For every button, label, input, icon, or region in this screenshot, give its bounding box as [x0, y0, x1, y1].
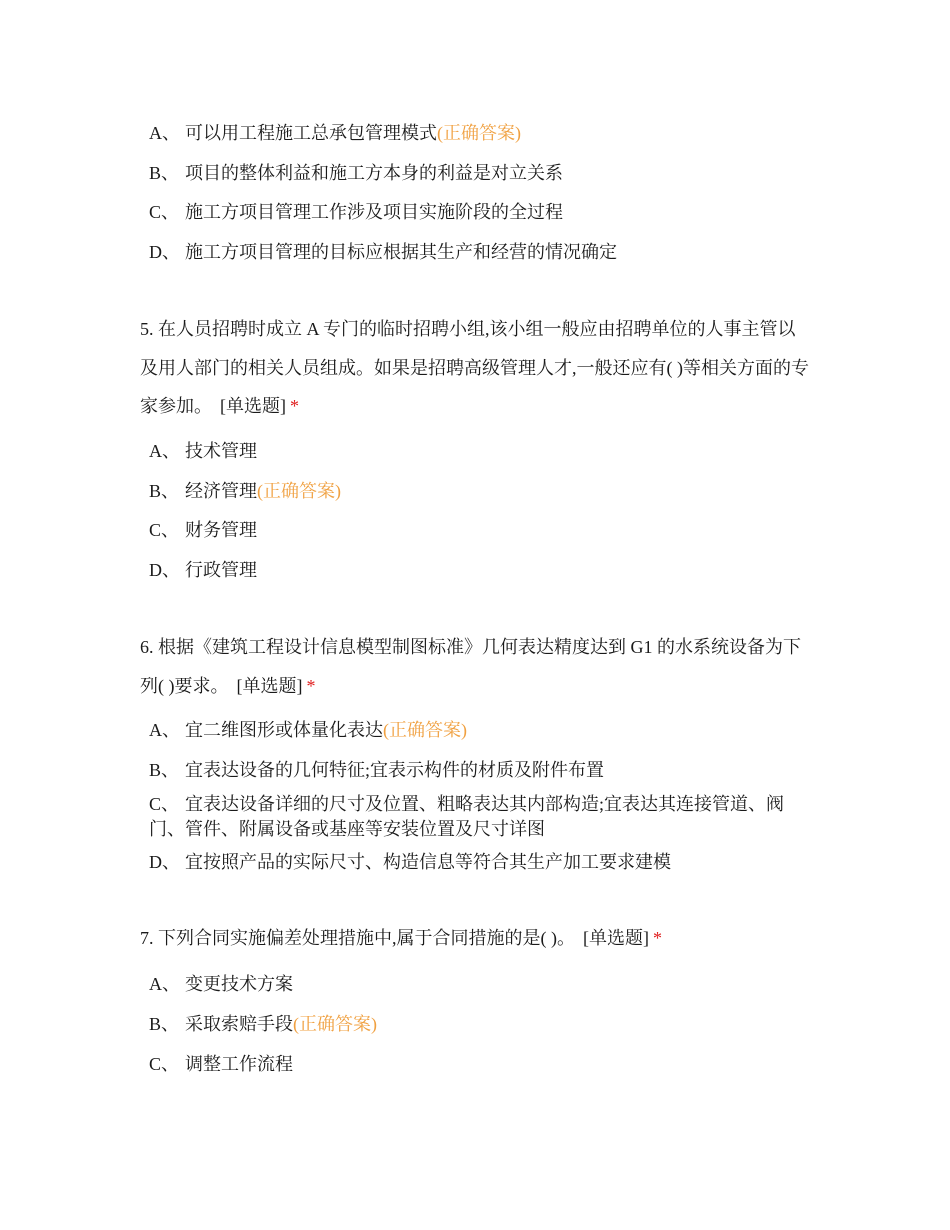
question-text: 5. 在人员招聘时成立 A 专门的临时招聘小组,该小组一般应由招聘单位的人事主管以及用人部门的相关人员组成。如果是招聘高级管理人才,一般还应有( )等相关方面的专家参加。 — [140, 319, 809, 416]
option-letter: D、 — [149, 242, 180, 262]
option-text: 宜表达设备详细的尺寸及位置、粗略表达其内部构造;宜表达其连接管道、阀门、管件、附属设备或基座等安装位置及尺寸详图 — [149, 794, 784, 839]
option-text: 经济管理 — [185, 481, 257, 501]
option-letter: B、 — [149, 760, 180, 780]
option-letter: B、 — [149, 1014, 180, 1034]
option-text: 宜二维图形或体量化表达 — [185, 720, 383, 740]
q7-option-c[interactable] — [149, 1051, 829, 1077]
option-text: 施工方项目管理工作涉及项目实施阶段的全过程 — [185, 202, 563, 222]
option-text: 宜表达设备的几何特征;宜表示构件的材质及附件布置 — [185, 760, 604, 780]
option-letter: C、 — [149, 520, 180, 540]
q6-option-d[interactable] — [149, 849, 829, 875]
question-type: [单选题] — [583, 928, 649, 948]
option-text: 技术管理 — [185, 441, 257, 461]
option-text: 项目的整体利益和施工方本身的利益是对立关系 — [185, 163, 563, 183]
q6-option-c[interactable] — [149, 792, 799, 842]
question-text: 6. 根据《建筑工程设计信息模型制图标准》几何表达精度达到 G1 的水系统设备为下列( )要求。 — [140, 637, 801, 696]
q4-option-a[interactable] — [149, 120, 829, 146]
option-letter: C、 — [149, 202, 180, 222]
q5-option-d[interactable] — [149, 557, 829, 583]
required-mark: * — [290, 396, 299, 416]
option-letter: D、 — [149, 852, 180, 872]
option-text: 变更技术方案 — [185, 974, 293, 994]
option-text: 施工方项目管理的目标应根据其生产和经营的情况确定 — [185, 242, 617, 262]
option-letter: B、 — [149, 163, 180, 183]
option-letter: A、 — [149, 974, 180, 994]
option-text: 行政管理 — [185, 560, 257, 580]
question-type: [单选题] — [236, 675, 303, 696]
q4-option-b[interactable] — [149, 160, 829, 186]
q6-option-b[interactable] — [149, 757, 829, 783]
q7-option-b[interactable] — [149, 1011, 829, 1037]
required-mark: * — [653, 928, 662, 948]
correct-answer-mark: (正确答案) — [383, 720, 467, 740]
q4-option-c[interactable] — [149, 199, 829, 225]
option-text: 财务管理 — [185, 520, 257, 540]
question-type: [单选题] — [220, 396, 286, 416]
option-letter: D、 — [149, 560, 180, 580]
option-letter: A、 — [149, 123, 180, 143]
option-letter: C、 — [149, 1054, 180, 1074]
q6-option-a[interactable] — [149, 717, 829, 743]
correct-answer-mark: (正确答案) — [437, 123, 521, 143]
q4-option-d[interactable] — [149, 239, 829, 265]
option-text: 调整工作流程 — [185, 1054, 293, 1074]
option-letter: A、 — [149, 720, 180, 740]
option-text: 宜按照产品的实际尺寸、构造信息等符合其生产加工要求建模 — [185, 852, 671, 872]
question-text: 7. 下列合同实施偏差处理措施中,属于合同措施的是( )。 — [140, 928, 575, 948]
correct-answer-mark: (正确答案) — [257, 481, 341, 501]
q5-option-a[interactable] — [149, 438, 829, 464]
q5-option-c[interactable] — [149, 517, 829, 543]
option-text: 采取索赔手段 — [185, 1014, 293, 1034]
q6-stem — [140, 628, 810, 705]
option-letter: A、 — [149, 441, 180, 461]
option-text: 可以用工程施工总承包管理模式 — [185, 123, 437, 143]
required-mark: * — [306, 675, 316, 696]
option-letter: B、 — [149, 481, 180, 501]
option-letter: C、 — [149, 794, 180, 814]
q7-option-a[interactable] — [149, 971, 829, 997]
q5-stem — [140, 310, 810, 426]
q5-option-b[interactable] — [149, 478, 829, 504]
q7-stem — [140, 919, 810, 958]
correct-answer-mark: (正确答案) — [293, 1014, 377, 1034]
